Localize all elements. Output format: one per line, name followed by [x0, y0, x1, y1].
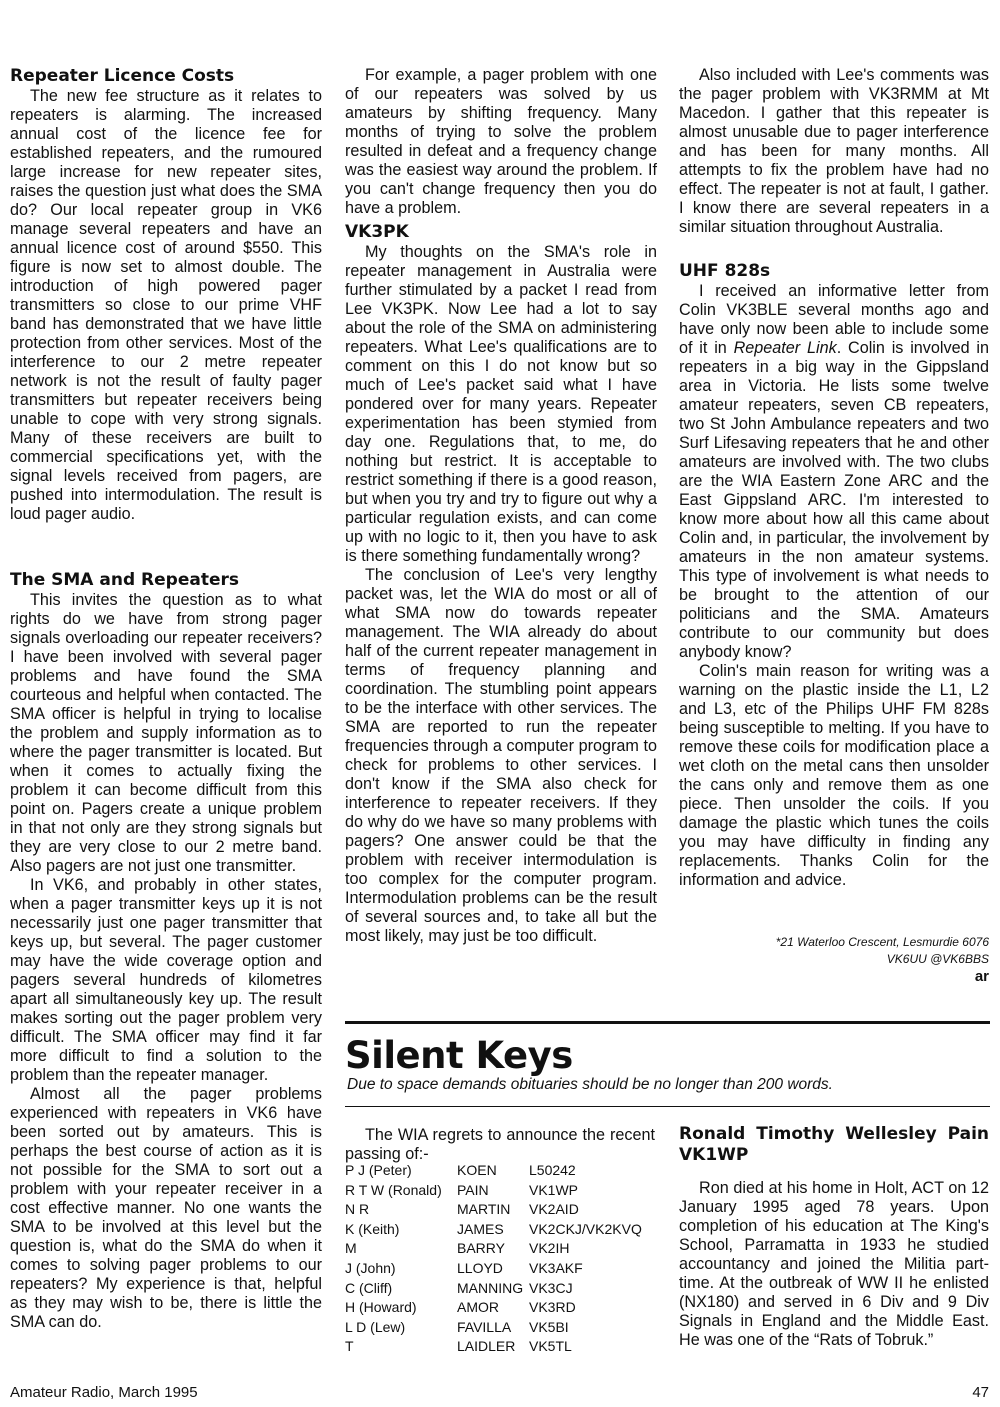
surname: JAMES: [457, 1220, 504, 1237]
table-row: [345, 1240, 642, 1260]
given-name: T: [345, 1338, 354, 1355]
column-2: [345, 66, 657, 946]
author-callsign: VK6UU @VK6BBS: [886, 952, 989, 966]
callsign: VK3CJ: [529, 1279, 573, 1296]
surname: KOEN: [457, 1162, 497, 1178]
table-row: [345, 1319, 642, 1339]
obituary-text: Ron died at his home in Holt, ACT on 12 January 1995 aged 78 years. Upon completion of his education at The King's School, Parramatta in 1933 he studied accountancy and joined the Militia part-time. At the outbreak of WW II he enlisted (NX180) and served in 6 Div and 9 Div Signals in England and the Middle East. He was one of the “Rats of Tobruk.”: [679, 1179, 989, 1349]
heading-repeater-licence-costs: Repeater Licence Costs: [10, 66, 235, 86]
surname: MANNING: [457, 1279, 524, 1296]
table-row: [345, 1260, 642, 1280]
paragraph: In VK6, and probably in other states, when a pager transmitter keys up it is not necessarily just one pager transmitter that keys up, but several. The pager customer may have the wide coverage option and pagers several hundreds of kilometres apart all simultaneously key up. The result makes sorting out the pager problem very difficult. The SMA officer may find it far more difficult to find a solution to the problem than the repeater manager.: [10, 876, 322, 1084]
obituary: [679, 1124, 989, 1350]
callsign: L50242: [529, 1162, 576, 1178]
section-subtitle: Due to space demands obituaries should be no longer than 200 words.: [347, 1076, 833, 1093]
surname: MARTIN: [457, 1201, 511, 1218]
section-rule: [345, 1021, 990, 1024]
surname: BARRY: [457, 1240, 505, 1257]
heading-vk3pk: VK3PK: [345, 222, 409, 242]
paragraph: Almost all the pager problems experienced with repeaters in VK6 have been sorted out by amateurs. This is perhaps the best course of action as it is not possible for the SMA to sort out a problem with your repeater receiver in a cost effective manner. No one wants the SMA to be involved at this level but the question is, what do the SMA do when it comes to solving pager problems to our repeaters? My experience is that, helpful as they may wish to be, there is little the SMA can do.: [10, 1085, 322, 1331]
section-title-silent-keys: Silent Keys: [345, 1034, 573, 1077]
surname: FAVILLA: [457, 1318, 512, 1335]
given-name: P J (Peter): [345, 1162, 412, 1178]
column-3: [679, 66, 989, 890]
paragraph: [679, 282, 989, 662]
surname: LAIDLER: [457, 1338, 516, 1355]
callsign: VK3AKF: [529, 1259, 583, 1276]
table-row: [345, 1280, 642, 1300]
obituary-heading: Ronald Timothy Wellesley Pain VK1WP: [679, 1124, 989, 1165]
table-row: [345, 1221, 642, 1241]
heading-uhf-828s: UHF 828s: [679, 261, 771, 281]
paragraph: Also included with Lee's comments was the pager problem with VK3RMM at Mt Macedon. I gather that this repeater is almost unusable due to pager interference and has been for many months. All attempts to fix the problem have had no effect. The repeater is not at fault, I gather. I know there are several repeaters in a similar situation throughout Australia.: [679, 66, 989, 236]
given-name: R T W (Ronald): [345, 1181, 442, 1198]
given-name: N R: [345, 1201, 370, 1218]
footer-publication: Amateur Radio, March 1995: [10, 1384, 198, 1401]
section-rule-thin: [345, 1106, 990, 1107]
callsign: VK2IH: [529, 1240, 570, 1257]
table-row: [345, 1182, 642, 1202]
paragraph: The conclusion of Lee's very lengthy packet was, let the WIA do most or all of what SMA now do towards repeater management. The WIA already do about half of the current repeater management in terms of frequency planning and coordination. The stumbling point appears to be the interface with other services. The SMA are reported to run the repeater frequencies through a computer program to check for problems to other services. I don't know if the SMA also check for interference to repeater receivers. If they do why do we have so many problems with pagers? One answer could be that the problem with receiver intermodulation is too complex for the computer program. Intermodulation problems can be the result of several sources and, to take all but the most likely, may just be too difficult.: [345, 566, 657, 945]
article-end-mark: ar: [974, 968, 989, 985]
intro-text: The WIA regrets to announce the recent passing of:-: [345, 1126, 655, 1163]
given-name: M: [345, 1240, 357, 1257]
text-span: . Colin is involved in repeaters in a big way in the Gippsland area in Victoria. He lists some twelve amateur repeaters, seven CB repeaters, two St John Ambulance repeaters and two Surf Lifesaving repeaters that he and other amateurs are involved with. The two clubs are the WIA Eastern Zone ARC and the East Gippsland ARC. I'm interested to know more about how all this came about Colin and, in particular, the involvement by amateurs in the non amateur systems. This type of involvement is what needs to be brought to the attention of our politicians and the SMA. Amateurs contribute to our community but does anybody know?: [679, 339, 989, 661]
callsign: VK5BI: [529, 1318, 569, 1335]
callsign: VK2CKJ/VK2KVQ: [529, 1220, 642, 1237]
given-name: J (John): [345, 1259, 396, 1276]
callsign: VK1WP: [529, 1181, 579, 1198]
given-name: C (Cliff): [345, 1279, 393, 1296]
table-row: [345, 1201, 642, 1221]
callsign: VK3RD: [529, 1299, 576, 1316]
author-address: *21 Waterloo Crescent, Lesmurdie 6076: [775, 935, 989, 949]
given-name: H (Howard): [345, 1299, 417, 1316]
surname: PAIN: [457, 1181, 489, 1198]
italic-title: Repeater Link: [733, 339, 837, 357]
paragraph: For example, a pager problem with one of our repeaters was solved by us amateurs by shifting frequency. Many months of trying to solve the problem resulted in defeat and a frequency change was the easiest way around the problem. If you can't change frequency then you do have a problem.: [345, 66, 657, 217]
text-span: I received an informative letter from Colin VK3BLE several months ago and have only now been able to include some of it in: [679, 282, 989, 357]
paragraph: The new fee structure as it relates to repeaters is alarming. The increased annual cost of the licence fee for established repeaters, and the rumoured large increase for new repeater sites, raises the question just what does the SMA do? Our local repeater group in VK6 manage several repeaters and have an annual licence cost of around $550. This figure is now set to almost double. The introduction of high powered pager transmitters so close to our prime VHF band has demonstrated that we have little protection from other services. Most of the interference to our 2 metre repeater network is not the result of faulty pager transmitters but repeater receivers being unable to cope with very strong signals. Many of these receivers are built to commercial specifications yet, with the signal levels received from pagers, are pushed into intermodulation. The result is loud pager audio.: [10, 87, 322, 523]
paragraph: Colin's main reason for writing was a warning on the plastic inside the L1, L2 and L3, etc of the Philips UHF FM 828s being susceptible to melting. If you have to remove these coils for modification place a wet cloth on the metal cans then unsolder the cans only and remove them as one piece. Then unsolder the coils. If you damage the plastic which tunes the coils you may have difficulty in finding any replacements. Thanks Colin for the information and advice.: [679, 662, 989, 889]
heading-sma-and-repeaters: The SMA and Repeaters: [10, 570, 239, 590]
given-name: L D (Lew): [345, 1318, 406, 1335]
footer-page-number: 47: [972, 1384, 989, 1401]
table-row: [345, 1299, 642, 1319]
paragraph: My thoughts on the SMA's role in repeater management in Australia were further stimulated by a packet I read from Lee VK3PK. Now Lee had a lot to say about the role of the SMA on administering repeaters. What Lee's qualifications are to comment on this I do not know but so much of Lee's packet said what I have pondered over for many years. Repeater experimentation has been stymied from day one. Regulations that, to me, do nothing but restrict. It is acceptable to restrict something if there is a good reason, but when you try and try to figure out why a particular regulation exists, and can come up with no logic to it, then you have to ask is there something fundamentally wrong?: [345, 243, 657, 565]
column-1: [10, 66, 322, 1332]
silent-keys-intro: [345, 1126, 655, 1164]
surname: AMOR: [457, 1299, 499, 1316]
author-signature: [679, 934, 989, 968]
silent-keys-list: [345, 1162, 642, 1358]
paragraph: This invites the question as to what rights do we have from strong pager signals overloading our repeater receivers? I have been involved with several pager problems and have found the SMA courteous and helpful when contacted. The SMA officer is helpful in trying to localise the problem and supply information as to where the pager transmitter is located. But when it comes to actually fixing the problem it can become difficult from this point on. Pagers create a unique problem in that not only are they strong signals but they are very close to our 2 metre band. Also pagers are not just one transmitter.: [10, 591, 322, 875]
callsign: VK2AID: [529, 1201, 579, 1218]
surname: LLOYD: [457, 1259, 503, 1276]
table-row: [345, 1162, 642, 1182]
table-row: [345, 1338, 642, 1358]
given-name: K (Keith): [345, 1220, 400, 1237]
callsign: VK5TL: [529, 1338, 572, 1355]
